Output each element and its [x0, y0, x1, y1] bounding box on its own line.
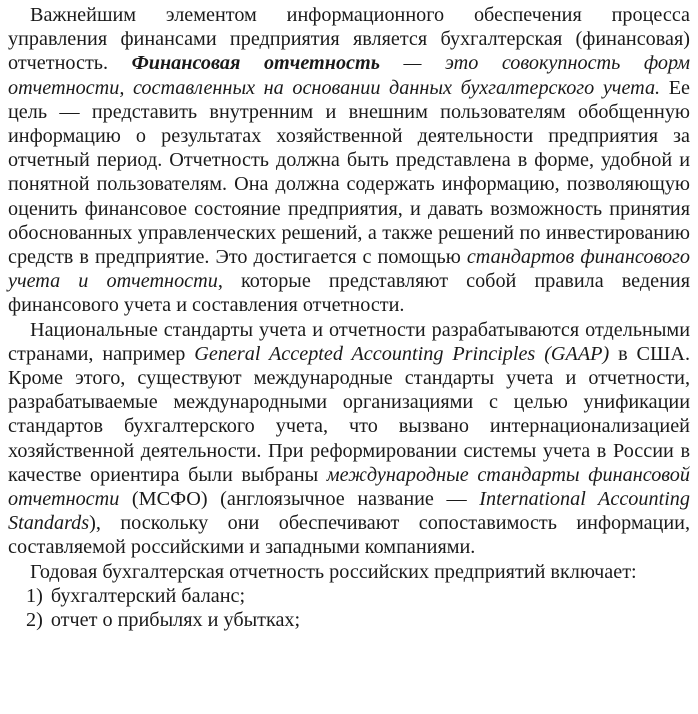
definition-financial-reporting: — это совокупность форм отчетности, составленных на основании данных бухгалтерского учета.	[8, 52, 690, 99]
term-ifrs: международные стандарты финансовой отчетности	[8, 463, 690, 511]
text-segment: в США. Кроме этого, существуют международные стандарты учета и отчетности, разрабатываемые международными организациями с целью унификации стандартов бухгалтерского учета, что вызвано интернационализацией хозяйственной деятельности. При реформировании системы учета в России в качестве ориентира были выбраны	[8, 342, 690, 486]
text-segment: ), поскольку они обеспечивают сопоставимость информации, составляемой российскими и западными компаниями.	[8, 512, 690, 559]
term-ias: International Accounting Standards	[8, 488, 690, 535]
list-item	[8, 584, 690, 608]
text-segment: Годовая бухгалтерская отчетность российских предприятий включает:	[30, 560, 637, 583]
text-segment: , которые представляют собой правила ведения финансового учета и составления отчетности.	[8, 270, 690, 317]
paragraph-annual-reporting	[8, 560, 690, 584]
term-accounting-standards: стандартов финансового учета и отчетности	[8, 246, 691, 293]
term-gaap: General Accepted Accounting Principles (GAAP)	[194, 342, 610, 365]
reporting-components-list	[8, 584, 690, 632]
list-item	[8, 608, 690, 632]
text-segment: Ее цель — представить внутренним и внешним пользователям обобщенную информацию о результатах хозяйственной деятельности предприятия за отчетный период. Отчетность должна быть представлена в форме, удобной и понятной пользователям. Она должна содержать информацию, позволяющую оценить финансовое состояние предприятия, и давать возможность принятия обоснованных управленческих решений, а также решений по инвестированию средств в предприятие. Это достигается с помощью	[8, 76, 690, 269]
list-item-text: отчет о прибылях и убытках;	[50, 609, 301, 632]
list-item-number: 1)	[26, 584, 43, 607]
text-segment: Национальные стандарты учета и отчетности разрабатываются отдельными странами, например	[8, 318, 690, 365]
text-segment: Важнейшим элементом информационного обеспечения процесса управления финансами предприятия является бухгалтерская (финансовая) отчетность.	[8, 4, 690, 75]
term-financial-reporting: Финансовая отчетность	[131, 52, 380, 75]
list-item-number: 2)	[26, 609, 43, 632]
list-item-text: бухгалтерский баланс;	[50, 584, 246, 607]
paragraph-national-standards	[8, 318, 690, 560]
text-segment: (МСФО) (англоязычное название —	[119, 488, 480, 511]
document-page	[8, 3, 690, 632]
paragraph-financial-reporting	[8, 3, 690, 318]
